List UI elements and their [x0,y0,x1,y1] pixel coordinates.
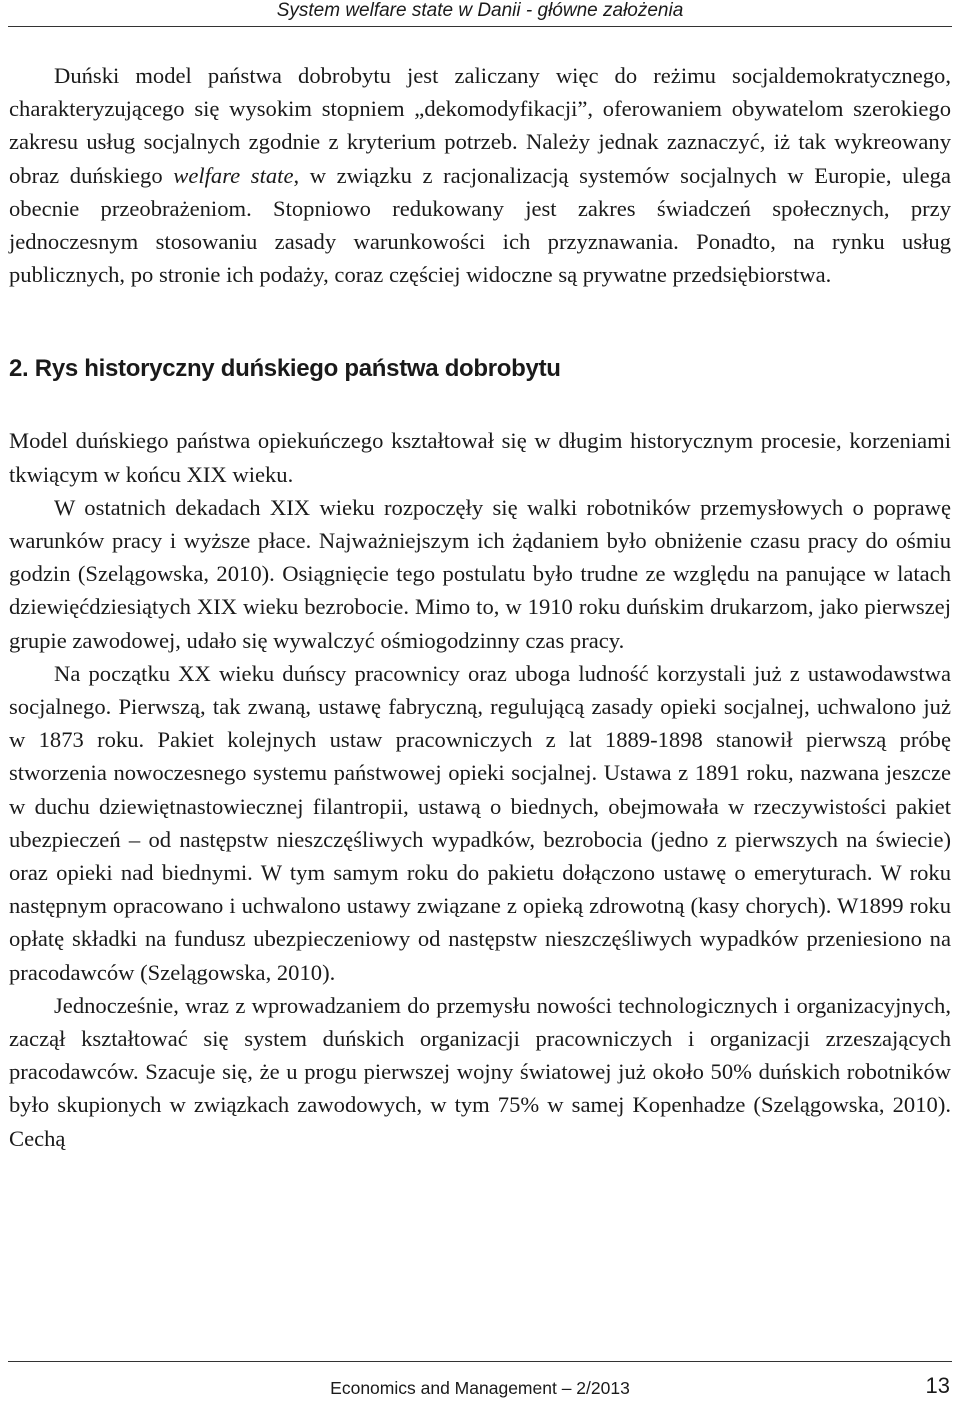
intro-text-part1: Duński model państwa dobrobytu jest zaliczany więc do reżimu socjaldemokratycznego, charakteryzującego się wysokim stopniem „dekomodyfikacji”, oferowaniem obywatelom szerokiego zakresu usług socjalnych zgodnie z kryterium potrzeb. Należy jednak zaznaczyć, iż tak wykreowany obraz duńskiego [9,63,951,188]
intro-paragraph [9,59,951,291]
footer-rule [8,1361,952,1362]
intro-term-welfare-state: welfare state [173,162,294,188]
page-body [9,59,951,1155]
section-paragraph-1: Model duńskiego państwa opiekuńczego kształtował się w długim historycznym procesie, korzeniami tkwiącym w końcu XIX wieku. [9,428,951,487]
footer-journal: Economics and Management – 2/2013 [330,1378,630,1398]
page-number: 13 [925,1373,950,1398]
section-heading: 2. Rys historyczny duńskiego państwa dobrobytu [9,355,561,383]
intro-text-part2: , w związku z racjonalizacją systemów socjalnych w Europie, ulega obecnie przeobrażeniom. Stopniowo redukowany jest zakres świadczeń społecznych, przy jednoczesnym stosowaniu zasady warunkowości ich przyznawania. Ponadto, na rynku usług publicznych, po stronie ich podaży, coraz częściej widoczne są prywatne przedsiębiorstwa. [9,162,951,288]
section-paragraph-4: Jednocześnie, wraz z wprowadzaniem do przemysłu nowości technologicznych i organizacyjnych, zaczął kształtować się system duńskich organizacji pracowniczych i organizacji zrzeszających pracodawców. Szacuje się, że u progu pierwszej wojny światowej już około 50% duńskich robotników było skupionych w związkach zawodowych, w tym 75% w samej Kopenhadze (Szelągowska, 2010). Cechą [9,992,951,1151]
running-header: System welfare state w Danii - główne założenia [276,0,684,21]
header-rule [8,26,952,27]
section-paragraph-3: Na początku XX wieku duńscy pracownicy oraz uboga ludność korzystali już z ustawodawstwa socjalnego. Pierwszą, tak zwaną, ustawę fabryczną, regulującą zasady opieki socjalnej, uchwalono już w 1873 roku. Pakiet kolejnych ustaw pracowniczych z lat 1889-1898 stanowił pierwszą próbę stworzenia nowoczesnego systemu państwowej opieki socjalnej. Ustawa z 1891 roku, nazwana jeszcze w duchu dziewiętnastowiecznej filantropii, ustawą o biednych, obejmowała w rzeczywistości pakiet ubezpieczeń – od następstw nieszczęśliwych wypadków, bezrobocia (jedno z pierwszych na świecie) oraz opieki nad biednymi. W tym samym roku do pakietu dołączono ustawę o emeryturach. W roku następnym opracowano i uchwalono ustawy związane z opieką zdrowotną (kasy chorych). W1899 roku opłatę składki na fundusz ubezpieczeniowy od następstw nieszczęśliwych wypadków przeniesiono na pracodawców (Szelągowska, 2010). [9,660,951,985]
section-paragraph-2: W ostatnich dekadach XIX wieku rozpoczęły się walki robotników przemysłowych o poprawę warunków pracy i wyższe płace. Najważniejszym ich żądaniem było obniżenie czasu pracy do ośmiu godzin (Szelągowska, 2010). Osiągnięcie tego postulatu było trudne ze względu na panujące w latach dziewięćdziesiątych XIX wieku bezrobocie. Mimo to, w 1910 roku duńskim drukarzom, jako pierwszej grupie zawodowej, udało się wywalczyć ośmiogodzinny czas pracy. [9,494,951,653]
